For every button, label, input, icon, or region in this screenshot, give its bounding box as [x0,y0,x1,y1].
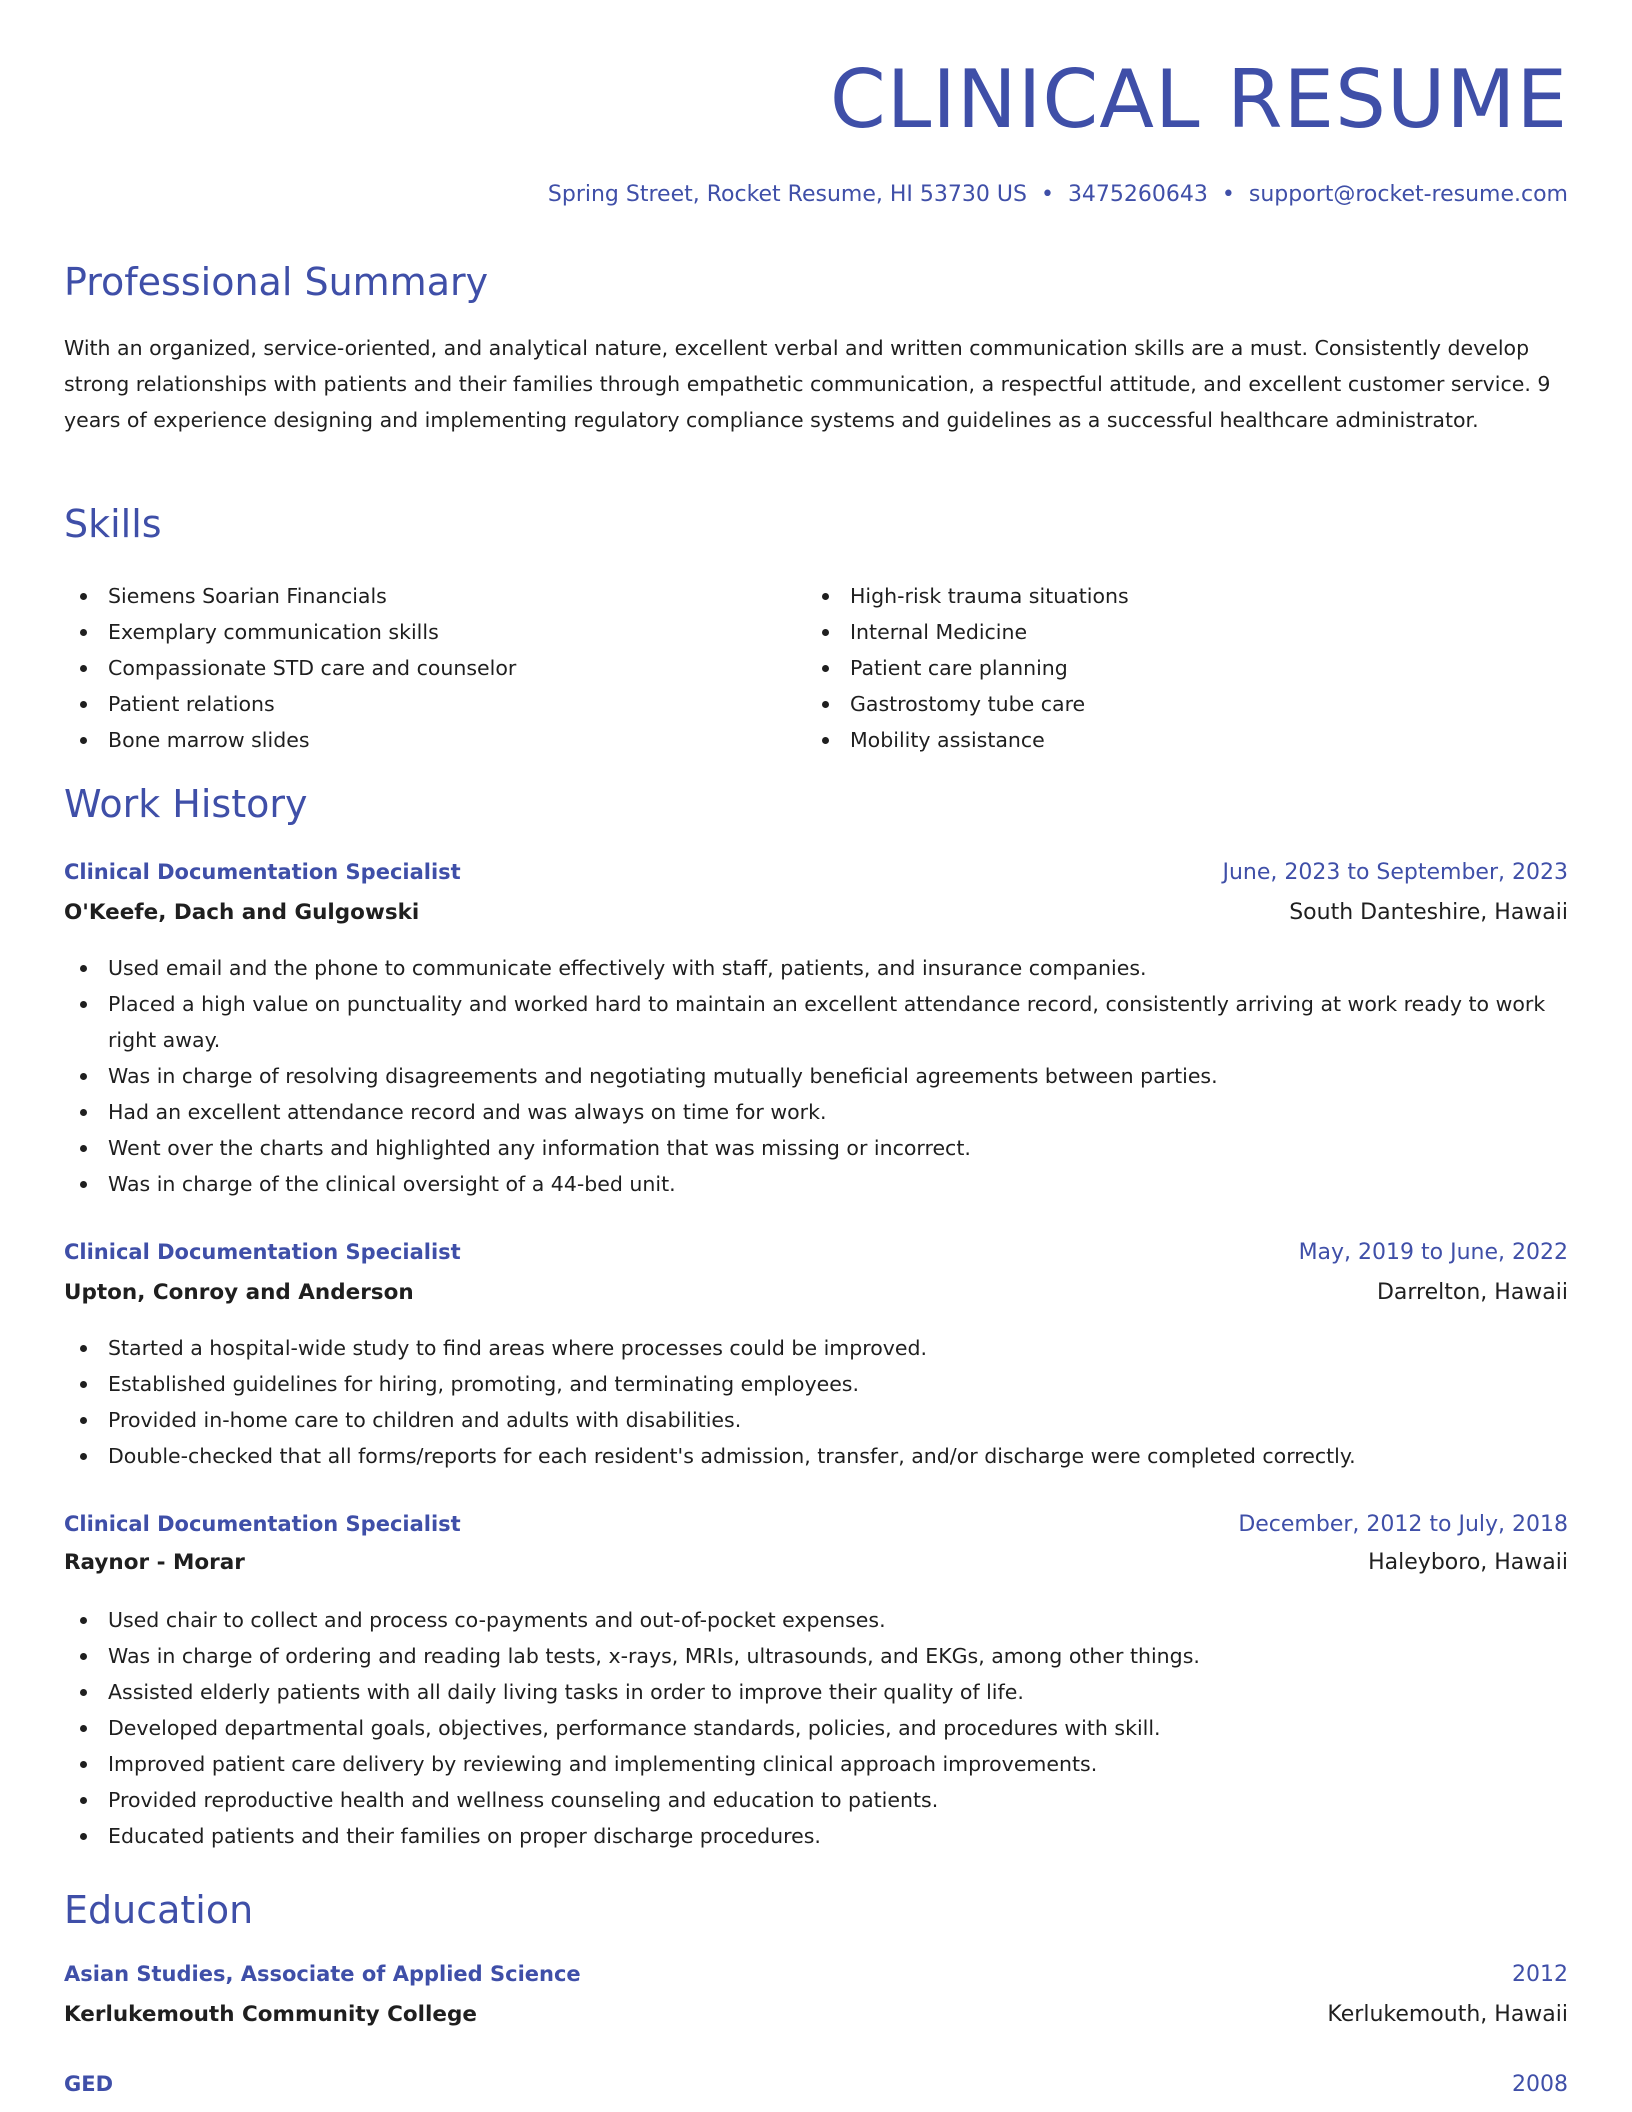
job-company-row [64,900,1568,925]
education-location: Kerlukemouth, Hawaii [1327,2002,1568,2027]
job-company-row [64,1280,1568,1305]
contact-line [548,180,1568,210]
skill-item: Bone marrow slides [64,722,784,758]
summary-heading: Professional Summary [64,260,489,304]
job-bullet: Had an excellent attendance record and was always on time for work. [64,1094,1568,1130]
contact-address: Spring Street, Rocket Resume, HI 53730 US [547,182,1027,207]
skill-item: Patient care planning [806,650,1566,686]
contact-separator: • [1221,182,1235,207]
job-bullet: Provided reproductive health and wellness counseling and education to patients. [64,1782,1568,1818]
job-bullet: Was in charge of the clinical oversight of a 44-bed unit. [64,1166,1568,1202]
job-bullet: Used chair to collect and process co-payments and out-of-pocket expenses. [64,1602,1568,1638]
skill-item: Exemplary communication skills [64,614,784,650]
education-school: Kerlukemouth Community College [64,2002,477,2027]
job-location: Darrelton, Hawaii [1376,1280,1568,1305]
skills-column-right [806,578,1566,758]
job-title-row [64,1512,1568,1537]
job-company-row [64,1550,1568,1575]
job-company: O'Keefe, Dach and Gulgowski [64,900,420,925]
job-location: Haleyboro, Hawaii [1368,1550,1568,1575]
job-title: Clinical Documentation Specialist [64,1240,461,1264]
skill-item: Gastrostomy tube care [806,686,1566,722]
job-company: Upton, Conroy and Anderson [64,1280,414,1305]
skill-item: Siemens Soarian Financials [64,578,784,614]
education-year: 2012 [1512,1962,1568,1987]
job-title-row [64,1240,1568,1265]
job-bullet: Assisted elderly patients with all daily living tasks in order to improve their quality of life. [64,1674,1568,1710]
contact-phone: 3475260643 [1067,182,1208,207]
education-year: 2008 [1512,2072,1568,2097]
skill-item: Compassionate STD care and counselor [64,650,784,686]
resume-name: CLINICAL RESUME [829,53,1568,146]
contact-separator: • [1040,182,1054,207]
job-bullet: Provided in-home care to children and adults with disabilities. [64,1402,1568,1438]
job-location: South Danteshire, Hawaii [1289,900,1568,925]
education-school-row [64,2002,1568,2027]
work-history-heading: Work History [64,782,308,826]
job-title: Clinical Documentation Specialist [64,1512,461,1536]
resume-header [64,52,1568,148]
job-dates: May, 2019 to June, 2022 [1298,1240,1568,1265]
job-bullet-list [64,1330,1568,1474]
job-bullet: Was in charge of resolving disagreements and negotiating mutually beneficial agreements between parties. [64,1058,1568,1094]
job-bullet: Went over the charts and highlighted any information that was missing or incorrect. [64,1130,1568,1166]
job-bullet: Was in charge of ordering and reading lab tests, x-rays, MRIs, ultrasounds, and EKGs, among other things. [64,1638,1568,1674]
contact-email: support@rocket-resume.com [1248,182,1568,207]
education-degree-row [64,1962,1568,1987]
education-degree: Asian Studies, Associate of Applied Science [64,1962,581,1986]
job-bullet: Double-checked that all forms/reports for each resident's admission, transfer, and/or discharge were completed correctly. [64,1438,1568,1474]
job-bullet: Improved patient care delivery by reviewing and implementing clinical approach improvements. [64,1746,1568,1782]
job-bullet-list [64,950,1568,1202]
job-bullet-list [64,1602,1568,1854]
job-bullet: Started a hospital-wide study to find areas where processes could be improved. [64,1330,1568,1366]
education-degree: GED [64,2072,114,2096]
job-bullet: Used email and the phone to communicate effectively with staff, patients, and insurance companies. [64,950,1568,986]
education-heading: Education [64,1888,254,1932]
skills-column-left [64,578,784,758]
job-dates: June, 2023 to September, 2023 [1222,860,1568,885]
education-degree-row [64,2072,1568,2097]
job-bullet: Established guidelines for hiring, promoting, and terminating employees. [64,1366,1568,1402]
skills-heading: Skills [64,502,162,546]
skill-item: Internal Medicine [806,614,1566,650]
job-company: Raynor - Morar [64,1550,245,1575]
skill-item: Mobility assistance [806,722,1566,758]
skill-item: High-risk trauma situations [806,578,1566,614]
job-title-row [64,860,1568,885]
skill-item: Patient relations [64,686,784,722]
job-dates: December, 2012 to July, 2018 [1238,1512,1568,1537]
job-bullet: Educated patients and their families on proper discharge procedures. [64,1818,1568,1854]
job-title: Clinical Documentation Specialist [64,860,461,884]
job-bullet: Placed a high value on punctuality and worked hard to maintain an excellent attendance record, consistently arriving at work ready to work right away. [64,986,1568,1058]
summary-text: With an organized, service-oriented, and analytical nature, excellent verbal and written communication skills are a must. Consistently develop strong relationships with patients and their families through empathetic communication, a respectful attitude, and excellent customer service. 9 years of experience designing and implementing regulatory compliance systems and guidelines as a successful healthcare administrator. [64,336,1551,432]
job-bullet: Developed departmental goals, objectives, performance standards, policies, and procedures with skill. [64,1710,1568,1746]
